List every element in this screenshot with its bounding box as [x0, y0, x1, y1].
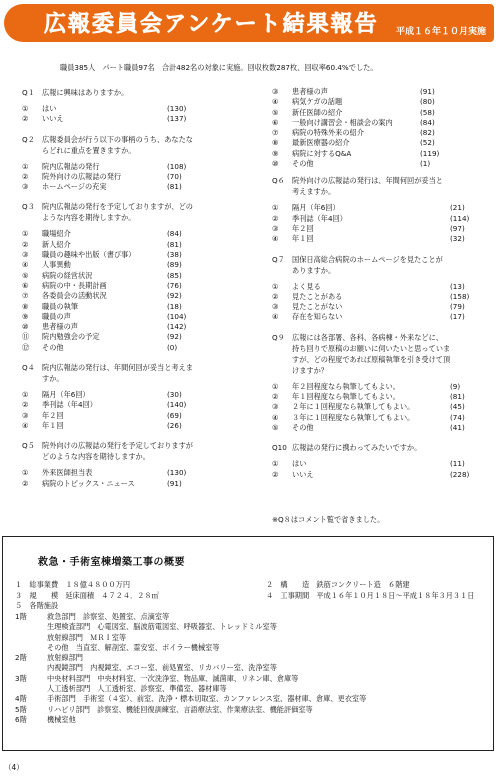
construction-title: 救急・手術室棟増築工事の概要 — [38, 557, 185, 568]
option-label: 病院の中・長期計画 — [42, 280, 107, 290]
option-number: ⑤ — [272, 422, 279, 432]
option-count: (84) — [420, 117, 435, 127]
option-number: ⑦ — [22, 291, 29, 301]
answer-option — [22, 240, 257, 250]
option-label: 見たことがある — [292, 291, 343, 301]
option-number: ④ — [22, 260, 29, 270]
question-text: 院外向けの広報誌の発行を予定しておりますが どのような内容を期待しますか。 — [42, 441, 193, 462]
option-count: (142) — [167, 322, 187, 332]
spacer — [22, 489, 257, 498]
question-text: 広報誌の発行に携わってみたいですか。 — [292, 443, 422, 453]
option-label: 季刊誌（年4回） — [292, 213, 347, 223]
option-label: 年１回程度なら執筆してもよい。 — [292, 392, 400, 402]
option-count: (17) — [450, 312, 465, 322]
answer-option — [22, 302, 257, 312]
spacer — [22, 125, 257, 134]
floor-facilities: リハビリ部門 診察室、機能回復訓練室、言語療法室、作業療法室、機能評価室等 — [47, 704, 313, 714]
answer-option — [272, 470, 487, 480]
spacer — [22, 431, 257, 440]
option-number: ② — [272, 392, 279, 402]
option-number: ⑤ — [272, 107, 279, 117]
answer-option — [22, 400, 257, 410]
option-number: ② — [272, 469, 279, 479]
option-count: (92) — [167, 332, 182, 342]
option-count: (85) — [167, 270, 182, 280]
option-number: ② — [22, 239, 29, 249]
question — [22, 362, 257, 384]
option-count: (84) — [167, 229, 182, 239]
question — [22, 440, 257, 462]
answer-option — [272, 108, 487, 118]
answer-option — [22, 281, 257, 291]
option-count: (76) — [167, 280, 182, 290]
floor-area: ３ 規 模 延床面積 ４７２４．２８㎡ — [15, 590, 159, 600]
option-label: 隔月（年6回） — [292, 203, 340, 213]
answer-option — [272, 459, 487, 469]
option-number: ① — [272, 381, 279, 391]
option-number: ② — [22, 171, 29, 181]
answer-option — [22, 322, 257, 332]
answer-option — [272, 87, 487, 97]
answer-option — [272, 402, 487, 412]
question-block — [272, 254, 487, 332]
option-number: ⑦ — [272, 128, 279, 138]
answer-option — [272, 234, 487, 244]
option-number: ③ — [22, 182, 29, 192]
spacer — [272, 323, 487, 332]
answer-option — [272, 138, 487, 148]
option-count: (11) — [450, 459, 465, 469]
option-label: 季刊誌（年4回） — [42, 400, 97, 410]
option-label: 患者様の声 — [292, 87, 328, 96]
question-text: 広報委員会が行う以下の事柄のうち、あなたな らどれに重点を置きますか。 — [42, 134, 193, 155]
answer-option — [22, 468, 257, 478]
question-number: Q２ — [22, 134, 35, 144]
option-count: (13) — [450, 281, 465, 291]
option-label: 患者様の声 — [42, 322, 78, 332]
option-number: ⑫ — [22, 342, 30, 352]
option-number: ① — [272, 281, 279, 291]
option-label: はい — [292, 459, 307, 469]
option-label: 存在を知らない — [292, 312, 343, 322]
option-count: (81) — [167, 182, 182, 192]
option-number: ③ — [22, 410, 29, 420]
option-number: ③ — [272, 302, 279, 312]
question — [272, 254, 487, 276]
floor-facilities: その他 当直室、解剖室、霊安室、ボイラー機械室等 — [47, 642, 220, 652]
option-label: 年１回 — [292, 234, 314, 244]
question — [22, 87, 257, 98]
answer-option — [22, 172, 257, 182]
option-count: (158) — [450, 291, 470, 301]
option-label: その他 — [42, 342, 64, 352]
option-label: 病気ケガの話題 — [292, 97, 343, 107]
option-count: (79) — [450, 302, 465, 312]
floor-facilities: 救急部門 診察室、処置室、点滴室等 — [47, 612, 170, 621]
option-count: (69) — [167, 410, 182, 420]
left-column — [22, 87, 257, 498]
option-number: ④ — [272, 234, 279, 244]
option-count: (104) — [167, 311, 187, 321]
option-label: ３年に１回程度なら執筆してもよい。 — [292, 412, 415, 422]
footnote: ※Q８はコメント覧で省きました。 — [272, 515, 385, 524]
option-label: 職員の趣味や出版（書ぴ事） — [42, 250, 136, 260]
answer-option — [272, 302, 487, 312]
floor-facilities: 中央材料部門 中央材料室、一次洗浄室、物品庫、滅菌庫、リネン庫、倉庫等 — [47, 673, 299, 683]
question-number: Q４ — [22, 363, 35, 373]
option-number: ② — [22, 114, 29, 124]
option-label: 年２回 — [42, 410, 64, 420]
option-label: 病院のトピックス・ニュース — [42, 478, 135, 488]
option-number: ⑥ — [272, 117, 279, 127]
option-number: ⑩ — [22, 322, 29, 332]
option-count: (58) — [420, 107, 435, 117]
option-count: (228) — [450, 469, 470, 479]
question-number: Q１ — [22, 88, 35, 97]
question-number: Q10 — [272, 443, 287, 453]
option-number: ⑧ — [272, 138, 279, 148]
option-count: (97) — [450, 223, 465, 233]
answer-option — [22, 332, 257, 342]
option-count: (26) — [167, 420, 182, 430]
option-number: ① — [22, 161, 29, 171]
floor-facilities-heading: ５ 各階施設 — [15, 601, 59, 610]
spacer — [272, 480, 487, 489]
option-count: (18) — [167, 301, 182, 311]
option-label: 病院の経営状況 — [42, 270, 93, 280]
answer-option — [272, 423, 487, 433]
construction-period: ４ 工事期間 平成１６年１０月１８日～平成１８年３月３１日 — [266, 590, 475, 600]
answer-option — [22, 104, 257, 114]
option-label: 院内勉強会の予定 — [42, 332, 100, 342]
option-number: ⑨ — [272, 148, 279, 158]
option-label: その他 — [292, 159, 314, 169]
answer-option — [272, 382, 487, 392]
option-count: (140) — [167, 400, 187, 410]
option-count: (32) — [450, 234, 465, 244]
option-number: ⑥ — [22, 280, 29, 290]
question-block — [22, 440, 257, 498]
option-number: ③ — [272, 87, 279, 96]
option-label: 新任医師の紹介 — [292, 107, 343, 117]
question-number: Q７ — [272, 254, 285, 264]
floor-level: 1階 — [15, 612, 27, 621]
option-number: ① — [272, 459, 279, 469]
option-count: (0) — [167, 342, 178, 352]
header-banner — [4, 4, 494, 42]
option-count: (81) — [167, 239, 182, 249]
option-label: いいえ — [42, 114, 64, 124]
floor-facilities: 生理検査部門 心電図室、脳波筋電図室、呼吸器室、トレッドミル室等 — [47, 622, 277, 632]
answer-option — [22, 229, 257, 239]
floor-facilities: 放射線部門 ＭＲＩ室等 — [47, 632, 127, 642]
page-title: 広報委員会アンケート結果報告 — [44, 12, 379, 37]
question-number: Q９ — [272, 332, 285, 342]
floor-level: 4階 — [15, 694, 27, 704]
option-count: (82) — [420, 128, 435, 138]
answer-option — [22, 479, 257, 489]
option-number: ① — [22, 468, 29, 478]
option-count: (91) — [420, 87, 435, 96]
floor-level: 3階 — [15, 673, 27, 683]
answer-option — [22, 162, 257, 172]
option-count: (74) — [450, 412, 465, 422]
answer-option — [272, 292, 487, 302]
option-count: (130) — [167, 468, 187, 478]
construction-summary-box — [2, 536, 494, 751]
question-text: 院内広報誌の発行は、年間何回が妥当と考えま すか。 — [42, 363, 193, 384]
option-number: ③ — [22, 250, 29, 260]
option-label: 各委員会の活動状況 — [42, 291, 107, 301]
floor-facilities: 人工透析部門 人工透析室、診察室、準備室、器材庫等 — [47, 684, 227, 694]
answer-option — [22, 421, 257, 431]
option-count: (81) — [450, 392, 465, 402]
answer-option — [22, 271, 257, 281]
question-text: 広報に興味はありますか。 — [42, 88, 129, 97]
floor-level: 5階 — [15, 704, 27, 714]
answer-option — [272, 413, 487, 423]
q5-continued — [272, 87, 487, 169]
option-count: (41) — [450, 422, 465, 432]
option-number: ④ — [272, 312, 279, 322]
floor-level: 2階 — [15, 653, 27, 663]
answer-option — [272, 97, 487, 107]
answer-option — [272, 282, 487, 292]
answer-option — [272, 159, 487, 169]
spacer — [22, 353, 257, 362]
spacer — [272, 245, 487, 254]
option-count: (9) — [450, 381, 461, 391]
option-count: (137) — [167, 114, 187, 124]
floor-facilities: 手術部門 手術室（４室）、前室、洗浄・標本切取室、カンファレンス室、器材庫、倉庫、更衣室等 — [47, 694, 367, 704]
option-count: (52) — [420, 138, 435, 148]
option-label: よく見る — [292, 281, 321, 291]
option-number: ② — [22, 400, 29, 410]
option-label: 人事異動 — [42, 260, 71, 270]
option-label: 年１回 — [42, 420, 64, 430]
option-count: (45) — [450, 402, 465, 412]
floor-facilities: 機械室他 — [47, 714, 76, 724]
answer-option — [272, 392, 487, 402]
option-label: 外来医師担当表 — [42, 468, 93, 478]
option-number: ② — [272, 291, 279, 301]
option-count: (119) — [420, 148, 440, 158]
answer-option — [272, 128, 487, 138]
option-label: 職員の執筆 — [42, 301, 78, 311]
option-number: ② — [22, 478, 29, 488]
answer-option — [272, 214, 487, 224]
option-label: 病院に対するQ&A — [292, 148, 352, 158]
question — [22, 201, 257, 223]
floor-facilities: 内視鏡部門 内視鏡室、エコー室、前処置室、リカバリー室、洗浄室等 — [47, 663, 277, 673]
floor-level: 6階 — [15, 714, 27, 724]
question-block — [22, 87, 257, 134]
answer-option — [22, 114, 257, 124]
question — [272, 332, 487, 376]
survey-date: 平成１６年１０月実施 — [395, 27, 486, 37]
answer-option — [22, 182, 257, 192]
option-count: (92) — [167, 291, 182, 301]
option-label: 年２回 — [292, 223, 314, 233]
option-count: (80) — [420, 97, 435, 107]
option-count: (1) — [420, 159, 431, 169]
page-number: （4） — [4, 763, 24, 772]
question-number: Q５ — [22, 441, 35, 451]
option-label: ホームページの充実 — [42, 182, 107, 192]
floor-facilities: 放射線部門 — [47, 653, 83, 663]
option-number: ⑨ — [22, 311, 29, 321]
question — [272, 442, 487, 453]
answer-option — [22, 260, 257, 270]
option-count: (70) — [167, 171, 182, 181]
option-label: 最新医療器の紹介 — [292, 138, 350, 148]
answer-option — [272, 224, 487, 234]
question-number: Q６ — [272, 176, 285, 186]
option-label: 院外向けの広報誌の発行 — [42, 171, 122, 181]
question — [272, 175, 487, 197]
option-label: 隔月（年6回） — [42, 390, 90, 400]
answer-option — [22, 312, 257, 322]
option-count: (91) — [167, 478, 182, 488]
option-number: ① — [22, 390, 29, 400]
option-number: ① — [22, 229, 29, 239]
right-column — [272, 87, 487, 489]
option-number: ⑤ — [22, 270, 29, 280]
question-block — [22, 134, 257, 202]
question-block — [22, 362, 257, 440]
spacer — [22, 192, 257, 201]
intro-text: 職員385人 パート職員97名 合計482名の対象に実施。回収枚数287枚、回収率60.4%でした。 — [60, 63, 378, 72]
option-number: ② — [272, 213, 279, 223]
question-text: 国保日高総合病院のホームページを見たことが ありますか。 — [292, 254, 443, 275]
answer-option — [22, 343, 257, 353]
option-count: (108) — [167, 161, 187, 171]
answer-option — [272, 312, 487, 322]
question-block — [22, 201, 257, 362]
option-label: その他 — [292, 422, 314, 432]
option-count: (30) — [167, 390, 182, 400]
question-text: 院内広報誌の発行を予定しておりますが、どの ような内容を期待しますか。 — [42, 202, 193, 223]
option-number: ① — [272, 203, 279, 213]
option-label: 職場紹介 — [42, 229, 71, 239]
question-block — [272, 442, 487, 489]
option-label: 新人紹介 — [42, 239, 71, 249]
option-label: 見たことがない — [292, 302, 343, 312]
option-label: 年２回程度なら執筆してもよい。 — [292, 381, 400, 391]
question — [22, 134, 257, 156]
option-label: いいえ — [292, 469, 314, 479]
total-cost: １ 総事業費 １８億４８００万円 — [15, 580, 131, 589]
option-label: 病院の特殊外来の紹介 — [292, 128, 364, 138]
option-count: (89) — [167, 260, 182, 270]
structure: ２ 構 造 鉄筋コンクリート造 ６階建 — [266, 580, 410, 589]
option-label: 職員の声 — [42, 311, 71, 321]
answer-option — [22, 250, 257, 260]
option-number: ④ — [272, 412, 279, 422]
question-block — [272, 175, 487, 253]
option-number: ⑪ — [22, 332, 30, 342]
answer-option — [22, 411, 257, 421]
option-number: ⑩ — [272, 159, 279, 169]
question-text: 院外向けの広報誌の発行は、年間何回が妥当と 考えますか。 — [292, 176, 443, 197]
question-text: 広報には各部署、各科、各病棟・外来などに、 持ち回りで原稿のお願いに伺いたいと思っていま すが、どの程度であれば原稿執筆を引き受けて頂 けますか？ — [292, 332, 451, 375]
option-number: ③ — [272, 402, 279, 412]
question-block — [272, 332, 487, 442]
option-label: 院内広報誌の発行 — [42, 161, 100, 171]
option-count: (21) — [450, 203, 465, 213]
option-number: ① — [22, 104, 29, 113]
option-number: ④ — [22, 420, 29, 430]
option-number: ③ — [272, 223, 279, 233]
option-label: はい — [42, 104, 57, 113]
answer-option — [272, 118, 487, 128]
answer-option — [22, 390, 257, 400]
option-label: ２年に１回程度なら執筆してもよい。 — [292, 402, 415, 412]
option-count: (38) — [167, 250, 182, 260]
option-count: (114) — [450, 213, 470, 223]
answer-option — [272, 203, 487, 213]
option-number: ⑧ — [22, 301, 29, 311]
option-number: ④ — [272, 97, 279, 107]
option-count: (130) — [167, 104, 187, 113]
question-number: Q３ — [22, 202, 35, 212]
spacer — [272, 433, 487, 442]
option-label: 一般向け講習会・相談会の案内 — [292, 117, 393, 127]
answer-option — [272, 149, 487, 159]
answer-option — [22, 291, 257, 301]
